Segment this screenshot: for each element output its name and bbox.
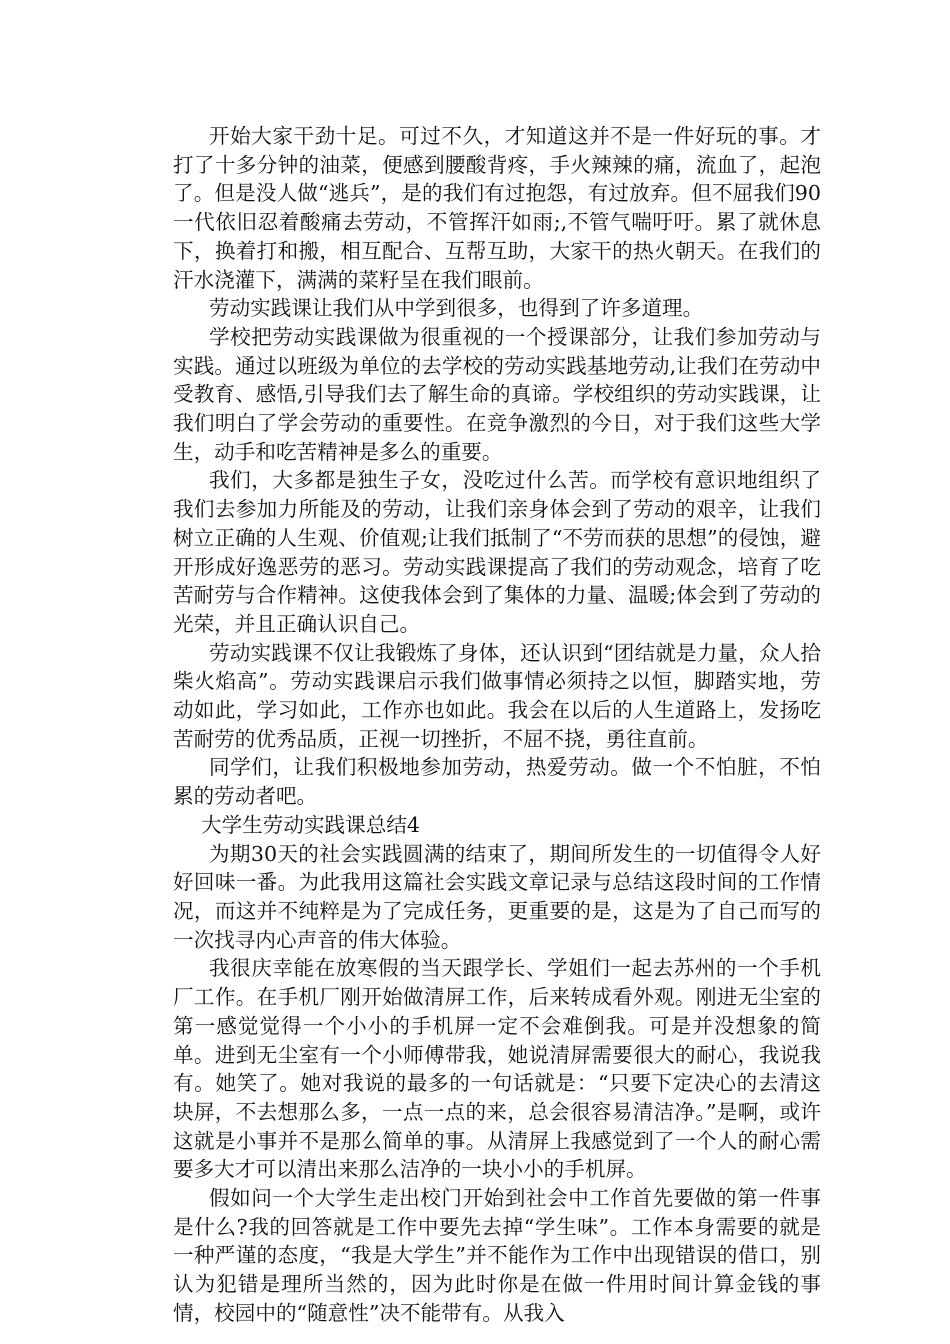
paragraph: 假如问一个大学生走出校门开始到社会中工作首先要做的第一件事是什么?我的回答就是工作中要先去掉“学生味”。工作本身需要的就是一种严谨的态度，“我是大学生”并不能作为工作中出现错误的借口，别认为犯错是理所当然的，因为此时你是在做一件用时间计算金钱的事情，校园中的“随意性”决不能带有。从我入 — [173, 1186, 821, 1325]
section-heading: 大学生劳动实践课总结4 — [201, 812, 421, 837]
paragraph: 为期30天的社会实践圆满的结束了，期间所发生的一切值得令人好好回味一番。为此我用这篇社会实践文章记录与总结这段时间的工作情况，而这并不纯粹是为了完成任务，更重要的是，这是为了自己而写的一次找寻内心声音的伟大体验。 — [173, 841, 821, 952]
paragraph: 开始大家干劲十足。可过不久，才知道这并不是一件好玩的事。才打了十多分钟的油菜，便感到腰酸背疼，手火辣辣的痛，流血了，起泡了。但是没人做“逃兵”，是的我们有过抱怨，有过放弃。但不屈我们90一代依旧忍着酸痛去劳动，不管挥汗如雨;,不管气喘吁吁。累了就休息下，换着打和搬，相互配合、互帮互助，大家干的热火朝天。在我们的汗水浇灌下，满满的菜籽呈在我们眼前。 — [173, 124, 821, 292]
paragraph: 同学们，让我们积极地参加劳动，热爱劳动。做一个不怕脏，不怕累的劳动者吧。 — [173, 755, 821, 809]
paragraph: 劳动实践课让我们从中学到很多，也得到了许多道理。 — [209, 296, 704, 321]
paragraph: 学校把劳动实践课做为很重视的一个授课部分，让我们参加劳动与实践。通过以班级为单位的去学校的劳动实践基地劳动,让我们在劳动中受教育、感悟,引导我们去了解生命的真谛。学校组织的劳动实践课，让我们明白了学会劳动的重要性。在竞争激烈的今日，对于我们这些大学生，动手和吃苦精神是多么的重要。 — [173, 324, 821, 464]
paragraph: 我们，大多都是独生子女，没吃过什么苦。而学校有意识地组织了我们去参加力所能及的劳动，让我们亲身体会到了劳动的艰辛，让我们树立正确的人生观、价值观;让我们抵制了“不劳而获的思想”的侵蚀，避开形成好逸恶劳的恶习。劳动实践课提高了我们的劳动观念，培育了吃苦耐劳与合作精神。这使我体会到了集体的力量、温暖;体会到了劳动的光荣，并且正确认识自己。 — [173, 468, 821, 636]
paragraph: 我很庆幸能在放寒假的当天跟学长、学姐们一起去苏州的一个手机厂工作。在手机厂刚开始做清屏工作，后来转成看外观。刚进无尘室的第一感觉觉得一个小小的手机屏一定不会难倒我。可是并没想象的简单。进到无尘室有一个小师傅带我，她说清屏需要很大的耐心，我说我有。她笑了。她对我说的最多的一句话就是：“只要下定决心的去清这块屏，不去想那么多，一点一点的来，总会很容易清洁净。”是啊，或许这就是小事并不是那么简单的事。从清屏上我感觉到了一个人的耐心需要多大才可以清出来那么洁净的一块小小的手机屏。 — [173, 956, 821, 1182]
document-body — [173, 122, 821, 1328]
paragraph: 劳动实践课不仅让我锻炼了身体，还认识到“团结就是力量，众人拾柴火焰高”。劳动实践课启示我们做事情必须持之以恒，脚踏实地，劳动如此，学习如此，工作亦也如此。我会在以后的人生道路上，发扬吃苦耐劳的优秀品质，正视一切挫折，不屈不挠，勇往直前。 — [173, 640, 821, 751]
